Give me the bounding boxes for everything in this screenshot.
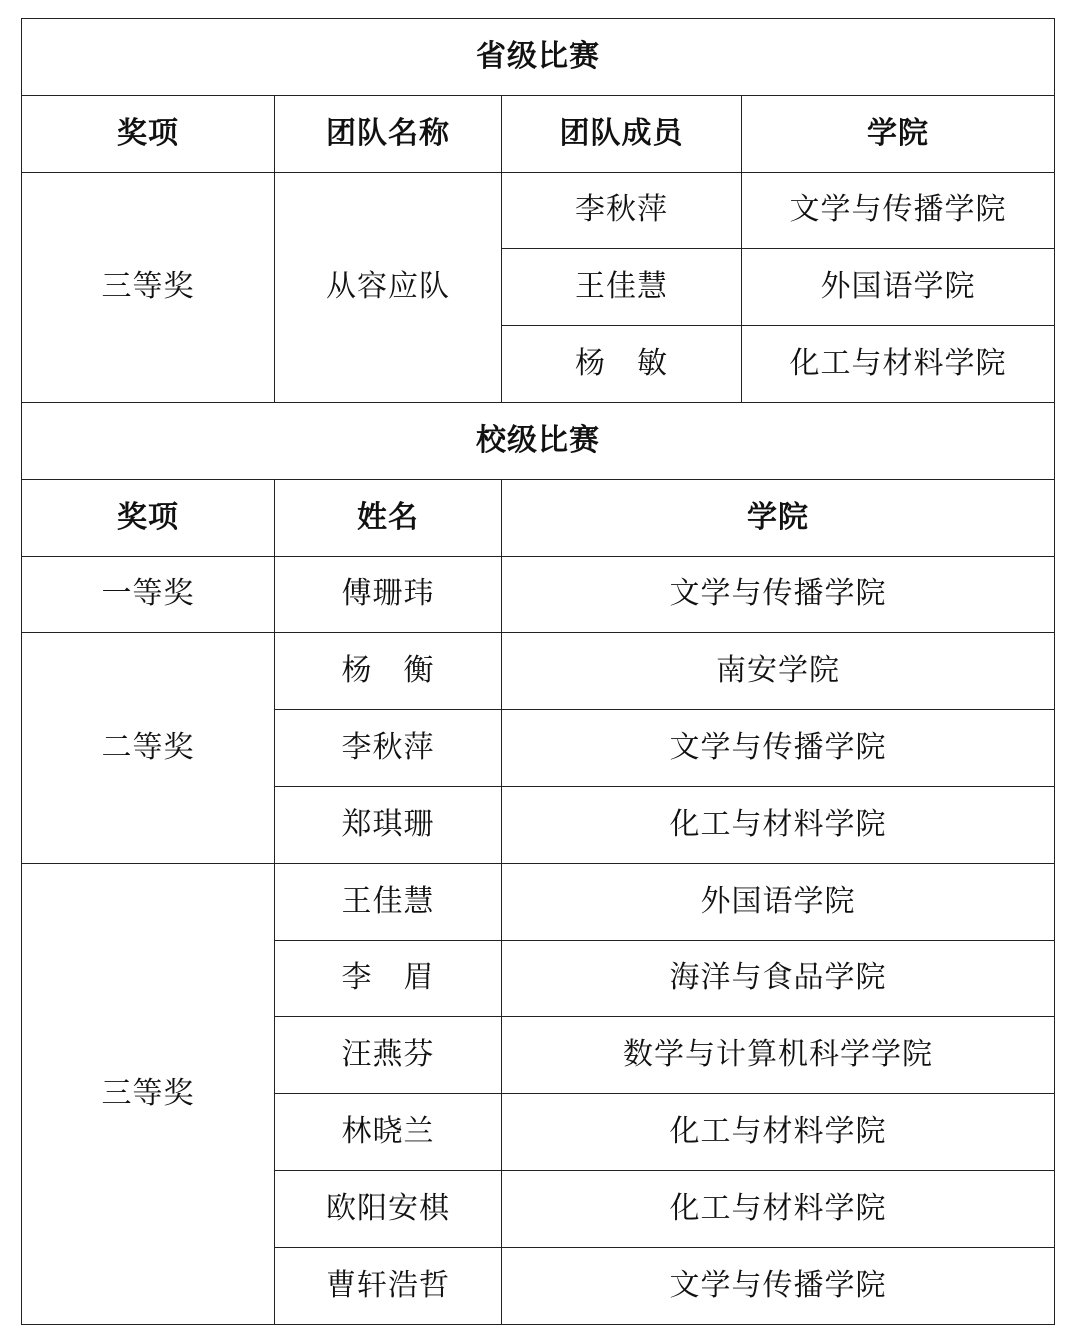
school-section-title: 校级比赛 — [22, 402, 1055, 479]
student-college-cell: 海洋与食品学院 — [502, 940, 1055, 1017]
student-name-cell: 李 眉 — [275, 940, 502, 1017]
provincial-header-college: 学院 — [742, 95, 1055, 172]
awards-table — [21, 18, 1055, 1325]
provincial-section-title: 省级比赛 — [22, 19, 1055, 96]
provincial-header-award: 奖项 — [22, 95, 275, 172]
provincial-award-cell: 三等奖 — [22, 172, 275, 402]
member-name-cell: 杨 敏 — [502, 326, 742, 403]
student-college-cell: 化工与材料学院 — [502, 786, 1055, 863]
table-row — [22, 172, 1055, 249]
student-college-cell: 数学与计算机科学学院 — [502, 1017, 1055, 1094]
member-name-cell: 李秋萍 — [502, 172, 742, 249]
school-header-college: 学院 — [502, 479, 1055, 556]
student-college-cell: 文学与传播学院 — [502, 710, 1055, 787]
table-row — [22, 556, 1055, 633]
table-row — [22, 633, 1055, 710]
student-name-cell: 杨 衡 — [275, 633, 502, 710]
student-college-cell: 外国语学院 — [502, 863, 1055, 940]
school-award-cell: 一等奖 — [22, 556, 275, 633]
student-college-cell: 文学与传播学院 — [502, 556, 1055, 633]
student-name-cell: 汪燕芬 — [275, 1017, 502, 1094]
member-college-cell: 化工与材料学院 — [742, 326, 1055, 403]
member-name-cell: 王佳慧 — [502, 249, 742, 326]
provincial-header-team-name: 团队名称 — [275, 95, 502, 172]
member-college-cell: 外国语学院 — [742, 249, 1055, 326]
student-name-cell: 林晓兰 — [275, 1094, 502, 1171]
school-award-cell: 二等奖 — [22, 633, 275, 863]
student-name-cell: 郑琪珊 — [275, 786, 502, 863]
student-college-cell: 南安学院 — [502, 633, 1055, 710]
student-name-cell: 李秋萍 — [275, 710, 502, 787]
school-header-award: 奖项 — [22, 479, 275, 556]
school-award-cell: 三等奖 — [22, 863, 275, 1324]
student-college-cell: 化工与材料学院 — [502, 1170, 1055, 1247]
student-college-cell: 化工与材料学院 — [502, 1094, 1055, 1171]
provincial-title-row — [22, 19, 1055, 96]
provincial-header-row — [22, 95, 1055, 172]
school-title-row — [22, 402, 1055, 479]
student-name-cell: 欧阳安棋 — [275, 1170, 502, 1247]
provincial-team-name-cell: 从容应队 — [275, 172, 502, 402]
student-college-cell: 文学与传播学院 — [502, 1247, 1055, 1324]
student-name-cell: 王佳慧 — [275, 863, 502, 940]
student-name-cell: 傅珊玮 — [275, 556, 502, 633]
provincial-header-members: 团队成员 — [502, 95, 742, 172]
student-name-cell: 曹轩浩哲 — [275, 1247, 502, 1324]
school-header-name: 姓名 — [275, 479, 502, 556]
member-college-cell: 文学与传播学院 — [742, 172, 1055, 249]
table-row — [22, 863, 1055, 940]
school-header-row — [22, 479, 1055, 556]
